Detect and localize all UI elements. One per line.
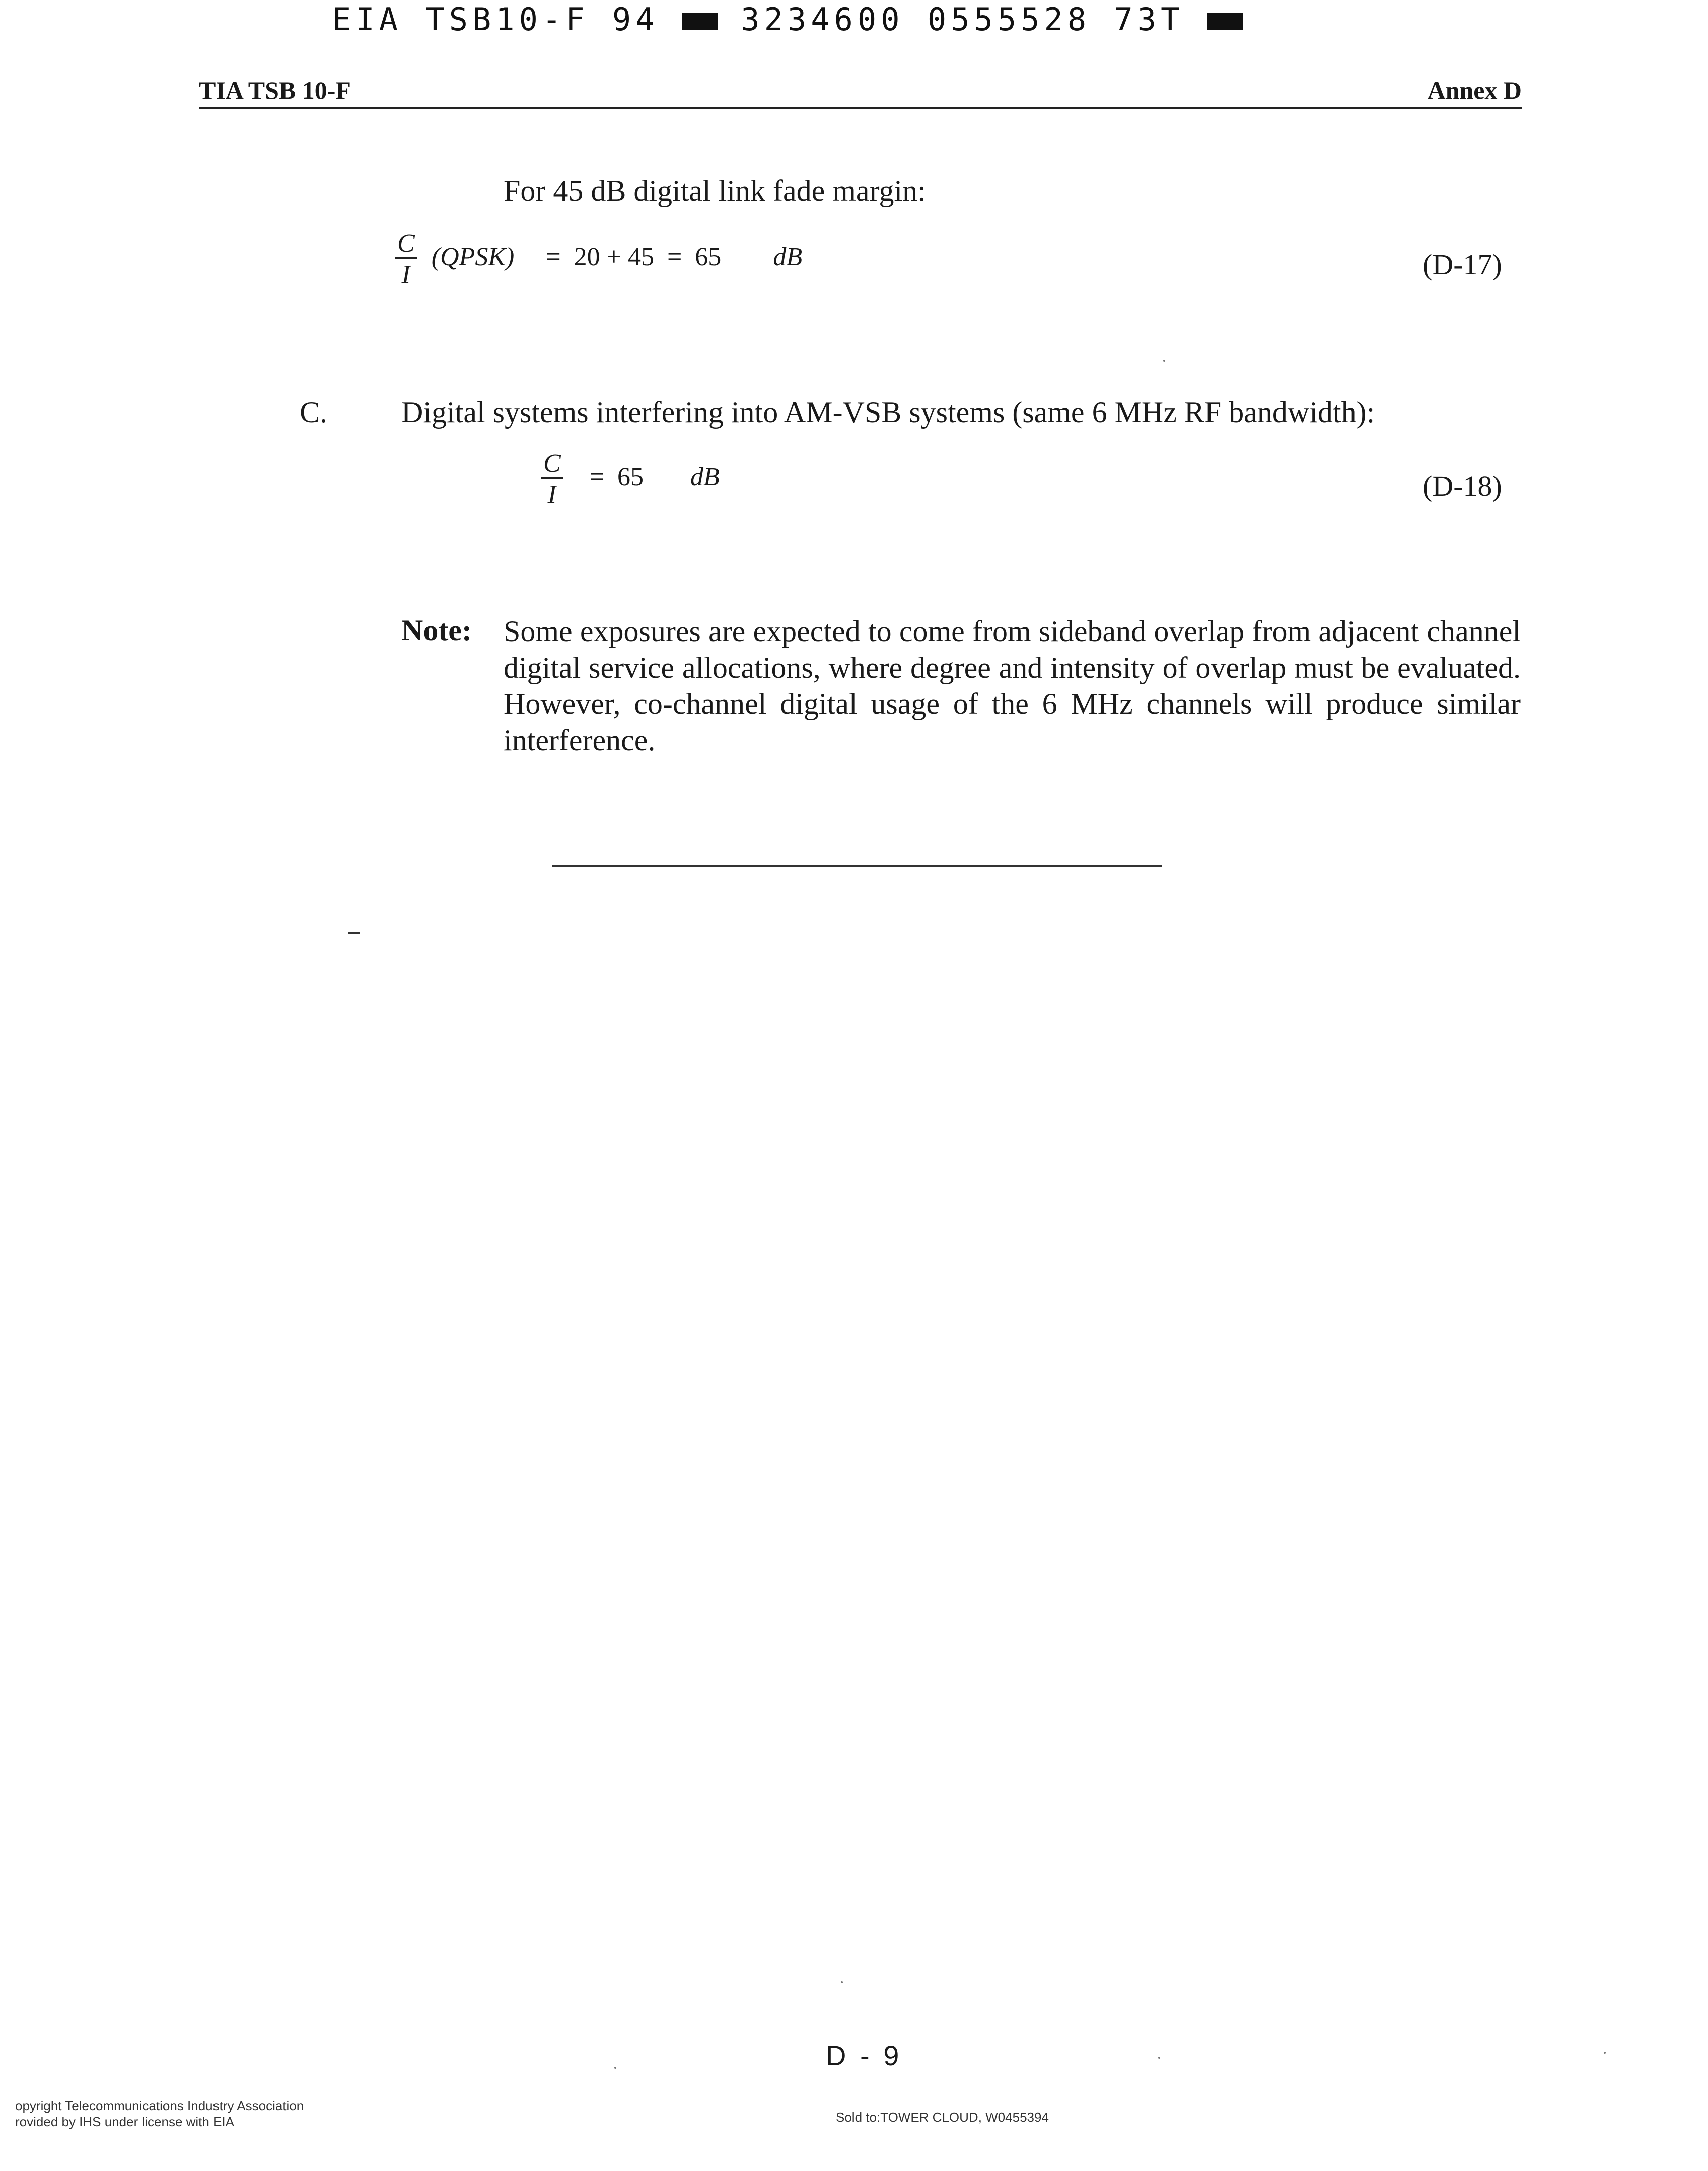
equation-rhs: = 20 + 45 = 65	[546, 242, 722, 271]
copyright-footer	[15, 2097, 304, 2130]
scan-code-line	[332, 1, 1243, 38]
scan-block-mark-end	[1207, 13, 1243, 30]
scan-speck	[1163, 360, 1165, 362]
equation-d18	[541, 451, 720, 508]
fraction-c-over-i	[395, 231, 417, 288]
equation-d17	[395, 231, 802, 288]
fraction-numerator: C	[541, 451, 563, 479]
equation-number-d17: (D-17)	[1422, 248, 1502, 281]
section-letter: C.	[300, 396, 328, 429]
equation-unit: dB	[690, 462, 720, 491]
section-heading: Digital systems interfering into AM-VSB systems (same 6 MHz RF bandwidth):	[401, 396, 1375, 429]
header-document-id: TIA TSB 10-F	[199, 76, 351, 104]
copyright-line-1: opyright Telecommunications Industry Association	[15, 2098, 304, 2113]
scan-code-part2: 3234600 0555528 73T	[741, 1, 1184, 38]
sold-to-footer: Sold to:TOWER CLOUD, W0455394	[836, 2110, 1049, 2125]
equation-rhs: = 65	[589, 462, 644, 491]
stray-dash-mark	[348, 932, 360, 934]
fraction-numerator: C	[395, 231, 417, 259]
fraction-c-over-i	[541, 451, 563, 508]
fraction-denominator: I	[547, 480, 556, 509]
scan-block-mark	[682, 13, 718, 30]
scan-speck	[614, 2067, 616, 2069]
page-number: D - 9	[826, 2040, 902, 2071]
equation-number-d18: (D-18)	[1422, 470, 1502, 502]
note-label: Note:	[401, 614, 472, 647]
scan-speck	[841, 1981, 843, 1983]
scan-code-part1: EIA TSB10-F 94	[332, 1, 659, 38]
equation-label: (QPSK)	[431, 242, 515, 271]
end-of-section-rule	[552, 865, 1162, 867]
equation-unit: dB	[773, 242, 803, 271]
copyright-line-2: rovided by IHS under license with EIA	[15, 2114, 234, 2129]
fraction-denominator: I	[401, 260, 410, 289]
note-text: Some exposures are expected to come from sideband overlap from adjacent channel digital service allocations, where degree and intensity of overlap must be evaluated. However, co-channel digital usage of the 6 MHz channels will produce similar interference.	[504, 615, 1521, 757]
header-rule	[199, 107, 1522, 109]
scan-speck	[1158, 2057, 1160, 2059]
scan-speck	[1604, 2052, 1606, 2054]
fade-margin-intro: For 45 dB digital link fade margin:	[504, 174, 926, 207]
header-annex: Annex D	[1427, 76, 1522, 104]
